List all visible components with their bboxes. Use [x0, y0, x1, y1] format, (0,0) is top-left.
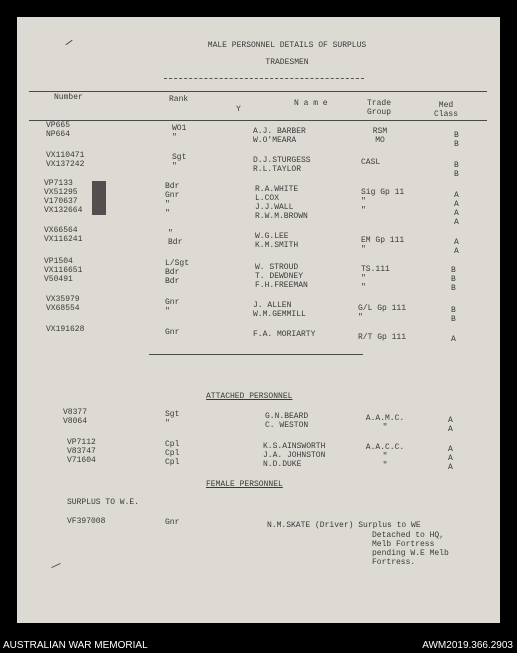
cell-trade: RSM MO	[372, 127, 388, 145]
cell-number: VX35979 VX68554	[46, 295, 80, 313]
cell-rank: Cpl Cpl Cpl	[165, 440, 180, 467]
cell-name: W.G.LEE K.M.SMITH	[255, 232, 299, 250]
cell-med: A	[451, 335, 456, 344]
footer-accession-number: AWM2019.366.2903	[422, 640, 513, 651]
col-header-number: Number	[54, 93, 83, 102]
surplus-line: SURPLUS TO W.E.	[67, 498, 140, 507]
cell-rank: Sgt "	[172, 153, 187, 171]
cell-number: VP1504 VX116651 V50491	[44, 257, 83, 284]
col-header-med-class: Med Class	[433, 101, 458, 119]
cell-trade: G/L Gp 111 "	[358, 304, 407, 322]
cell-name: A.J. BARBER W.O'MEARA	[253, 127, 306, 145]
col-header-y: Y	[236, 105, 241, 114]
cell-rank: Sgt "	[165, 410, 180, 428]
cell-trade: A.A.C.C. " "	[365, 443, 405, 470]
cell-med: B B	[451, 306, 456, 324]
female-rank: Gnr	[165, 518, 180, 527]
cell-number: VX191628	[46, 325, 85, 334]
cell-rank: " Bdr	[168, 229, 183, 247]
title-underline	[164, 78, 364, 79]
cell-name: W. STROUD T. DEWDNEY F.H.FREEMAN	[255, 263, 308, 290]
cell-rank: WO1 "	[172, 124, 187, 142]
cell-trade: R/T Gp 111	[358, 333, 407, 342]
cell-name: J. ALLEN W.M.GEMMILL	[253, 301, 306, 319]
cell-name: K.S.AINSWORTH J.A. JOHNSTON N.D.DUKE	[263, 442, 326, 469]
cell-trade: A.A.M.C. "	[365, 414, 405, 432]
cell-rank: Gnr "	[165, 298, 180, 316]
cell-med: B B	[454, 161, 459, 179]
header-rule-top	[29, 91, 487, 92]
ink-smudge	[92, 181, 106, 215]
cell-name: F.A. MORIARTY	[253, 330, 316, 339]
cell-med: A A A A	[454, 191, 459, 227]
cell-med: B B	[454, 131, 459, 149]
cell-name: D.J.STURGESS R.L.TAYLOR	[253, 156, 311, 174]
female-heading: FEMALE PERSONNEL	[206, 480, 283, 489]
cell-trade: Sig Gp 11 " "	[361, 188, 405, 215]
cell-number: V8377 V8064	[63, 408, 88, 426]
col-header-name: N a m e	[294, 99, 328, 108]
cell-number: VP7112 V83747 V71604	[67, 438, 96, 465]
cell-number: VP665 NP664	[46, 121, 71, 139]
cell-med: A A	[454, 238, 459, 256]
cell-number: VX110471 VX137242	[46, 151, 85, 169]
cell-trade: CASL	[361, 158, 381, 167]
col-header-trade-group: Trade Group	[366, 99, 391, 117]
female-note-continued: Detached to HQ, Melb Fortress pending W.E Melb Fortress.	[372, 531, 449, 567]
header-rule-bottom	[29, 120, 487, 121]
attached-heading: ATTACHED PERSONNEL	[206, 392, 293, 401]
document-page	[17, 17, 500, 623]
document-title: MALE PERSONNEL DETAILS OF SURPLUS	[207, 41, 367, 50]
col-header-rank: Rank	[169, 95, 189, 104]
cell-med: A A	[448, 416, 453, 434]
cell-med: B B B	[451, 266, 456, 293]
cell-name: R.A.WHITE L.COX J.J.WALL R.W.M.BROWN	[255, 185, 308, 221]
pencil-mark	[65, 40, 72, 45]
cell-rank: Gnr	[165, 328, 180, 337]
cell-rank: Bdr Gnr " "	[165, 182, 180, 218]
document-subtitle: TRADESMEN	[265, 58, 309, 67]
cell-number: VX66564 VX116241	[44, 226, 83, 244]
cell-number: VP7133 VX51295 V170637 VX132664	[44, 179, 83, 215]
pencil-mark	[51, 563, 60, 568]
section-divider	[149, 354, 363, 355]
cell-rank: L/Sgt Bdr Bdr	[165, 259, 190, 286]
cell-name: G.N.BEARD C. WESTON	[265, 412, 309, 430]
cell-med: A A A	[448, 445, 453, 472]
cell-trade: EM Gp 111 "	[361, 236, 405, 254]
footer-attribution: AUSTRALIAN WAR MEMORIAL	[3, 640, 148, 651]
female-number: VF397008	[67, 517, 106, 526]
cell-trade: TS.111 " "	[361, 265, 390, 292]
female-name-note: N.M.SKATE (Driver) Surplus to WE	[267, 521, 421, 530]
